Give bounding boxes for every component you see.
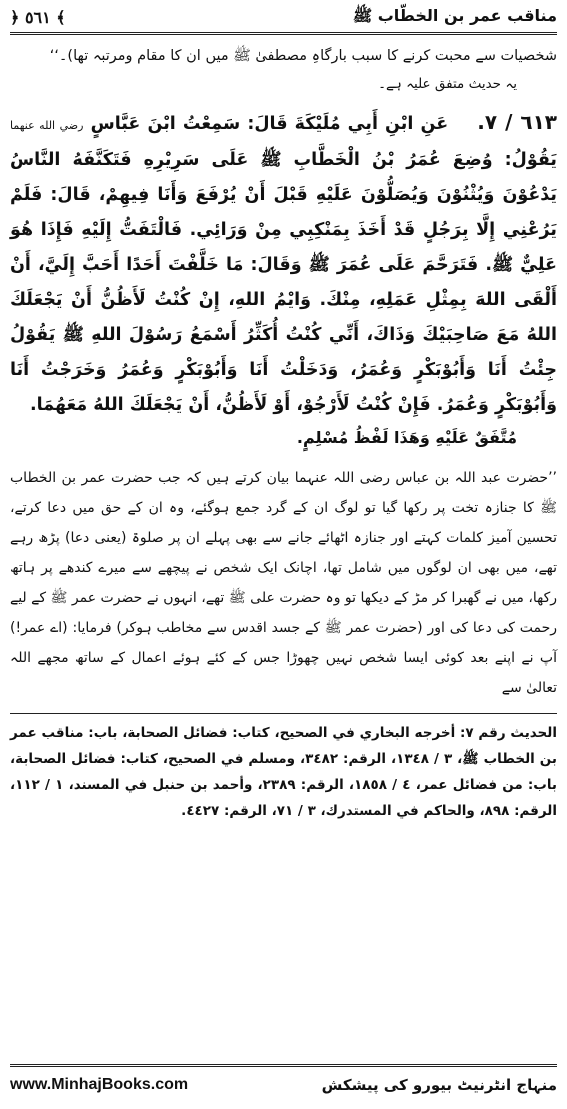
page-number: ﴿ ٥٦١ ﴾ bbox=[10, 7, 66, 27]
website-link[interactable]: www.MinhajBooks.com bbox=[10, 1076, 189, 1093]
running-title: مناقب عمر بن الخطّاب ﷺ bbox=[352, 5, 557, 25]
urdu-translation: ’’حضرت عبد اللہ بن عباس رضی اللہ عنہما بیان کرتے ہیں کہ جب حضرت عمر بن الخطاب ﷺ کا جنازہ تخت پر رکھا گیا تو لوگ ان کے گرد جمع ہوگئے، وہ ان کے حق میں دعا کرتے، تحسین آمیز کلمات کہتے اور جنازہ اٹھائے جانے سے بھی پہلے ان پر صلوۃ (یعنی دعا) پڑھ رہے تھے، میں بھی ان لوگوں میں شامل تھا، اچانک ایک شخص نے پیچھے سے میرے کندھے پر ہاتھ رکھا، میں نے گھبرا کر مڑ کے دیکھا تو وہ حضرت علی ﷺ تھے، انہوں نے حضرت عمر ﷺ کے لیے رحمت کی دعا کی اور (حضرت عمر ﷺ کے جسد اقدس سے مخاطب ہوکر) فرمایا: (اے عمر!) آپ نے اپنے بعد کوئی ایسا شخص نہیں چھوڑا جس کے کئے ہوئے اعمال کے ساتھ مجھے اللہ تعالیٰ سے bbox=[10, 470, 557, 696]
hadith-number: ٦١٣ / ٧. bbox=[477, 110, 558, 134]
hadith-references: الحديث رقم ٧: أخرجه البخاري في الصحيح، كتاب: فضائل الصحابة، باب: مناقب عمر بن الخطاب ﷺ، ٣ / ١٣٤٨، الرقم: ٣٤٨٢، ومسلم في الصحيح، كتاب: فضائل الصحابة، باب: من فضائل عمر، ٤ / ١٨٥٨، الرقم: ٢٣٨٩، وأحمد بن حنبل في المسند، ١ / ١١٢، الرقم: ٨٩٨، والحاكم في المستدرك، ٣ / ٧١، الرقم: ٤٤٢٧. bbox=[10, 713, 557, 824]
hadith-honorific: رضي الله عنهما bbox=[10, 119, 84, 132]
intro-text: شخصیات سے محبت کرنے کا سبب بارگاہِ مصطفیٰ ﷺ میں ان کا مقام ومرتبہ تھا)۔‘‘ bbox=[49, 48, 557, 64]
hadith-body: يَقُوْلُ: وُضِعَ عُمَرُ بْنُ الْخَطَّابِ ﷺ عَلَى سَرِيْرِهِ فَتَكَنَّفَهُ النَّاسُ يَدْعُوْنَ وَيُثْنُوْنَ وَيُصَلُّوْنَ عَلَيْهِ قَبْلَ أَنْ يُرْفَعَ وَأَنَا فِيهِمْ، قَالَ: فَلَمْ يَرُعْنِي إِلَّا بِرَجُلٍ قَدْ أَخَذَ بِمَنْكِبِي مِنْ وَرَائِي. فَالْتَفَتُّ إِلَيْهِ فَإِذَا هُوَ عَلِيٌّ ﷺ. فَتَرَحَّمَ عَلَى عُمَرَ ﷺ وَقَالَ: مَا خَلَّفْتَ أَحَدًا أَحَبَّ إِلَيَّ، أَنْ أَلْقَى اللهَ بِمِثْلِ عَمَلِهِ، مِنْكَ. وَايْمُ اللهِ، إِنْ كُنْتُ لَأَظُنُّ أَنْ يَجْعَلَكَ اللهُ مَعَ صَاحِبَيْكَ وَذَاكَ، أَنِّي كُنْتُ أُكَثِّرُ أَسْمَعُ رَسُوْلَ اللهِ ﷺ يَقُوْلُ جِئْتُ أَنَا وَأَبُوْبَكْرٍ وَعُمَرُ، وَدَخَلْتُ أَنَا وَأَبُوْبَكْرٍ وَعُمَرُ وَخَرَجْتُ أَنَا وَأَبُوْبَكْرٍ وَعُمَرُ. فَإِنْ كُنْتُ لَأَرْجُوْ، أَوْ لَأَظُنُّ، أَنْ يَجْعَلَكَ اللهُ مَعَهُمَا. bbox=[10, 150, 557, 415]
hadith-opening: عَنِ ابْنِ أَبِي مُلَيْكَةَ قَالَ: سَمِعْتُ ابْنَ عَبَّاسٍ bbox=[90, 114, 449, 134]
hadith-closing: مُتَّفَقٌ عَلَيْهِ وَهَذَا لَفْظُ مُسْلِمٍ. bbox=[296, 428, 517, 447]
page-header bbox=[10, 2, 557, 35]
publisher-credit: منہاج انٹرنیٹ بیورو کی پیشکش bbox=[321, 1076, 557, 1094]
hadith-arabic bbox=[10, 105, 557, 423]
book-page bbox=[0, 2, 567, 1109]
intro-note: یہ حدیث متفق علیہ ہے۔ bbox=[378, 76, 517, 92]
page-footer bbox=[10, 1064, 557, 1103]
